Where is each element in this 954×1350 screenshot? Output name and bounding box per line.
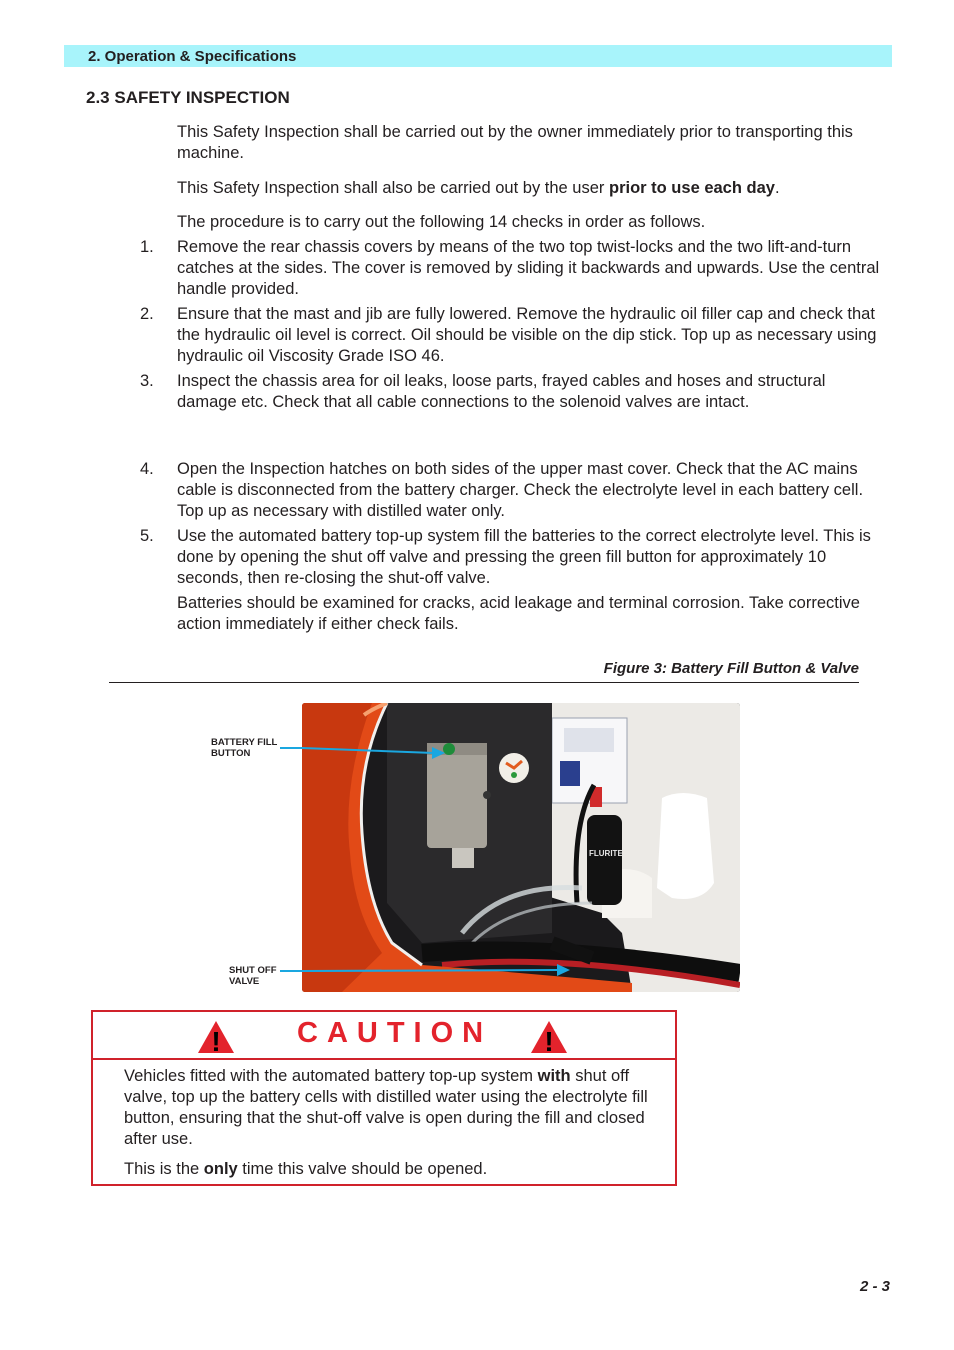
figure-rule — [109, 682, 859, 683]
caution-text-2-end: time this valve should be opened. — [237, 1160, 488, 1178]
caution-title: CAUTION — [297, 1017, 493, 1049]
caution-text-2 — [124, 1159, 669, 1180]
step-5-note: Batteries should be examined for cracks, acid leakage and terminal corrosion. Take corrective action immediately if either check fails. — [177, 594, 860, 633]
caution-text-2-start: This is the — [124, 1160, 204, 1178]
callout-label-line: VALVE — [229, 976, 260, 987]
step-number: 4. — [140, 460, 154, 478]
section-header-bar — [64, 45, 892, 67]
warning-mark: ! — [544, 1026, 554, 1054]
section-title: 2.3 SAFETY INSPECTION — [86, 88, 290, 107]
battery-fill-photo — [302, 703, 740, 992]
intro-paragraph-3: The procedure is to carry out the following 14 checks in order as follows. — [177, 213, 706, 231]
page-number: 2 - 3 — [859, 1278, 890, 1295]
section-header-label: 2. Operation & Specifications — [88, 48, 297, 65]
battery-fill-photo-drawing — [302, 703, 740, 992]
step-number: 5. — [140, 527, 154, 545]
step-text: Use the automated battery top-up system fill the batteries to the correct electrolyte level. This is done by opening the shut off valve and pressing the green fill button for approximately 10 seconds, then re-closing the shut-off valve. — [177, 527, 871, 587]
figure-caption: Figure 3: Battery Fill Button & Valve — [603, 660, 859, 677]
caution-text-1-start: Vehicles fitted with the automated battery top-up system — [124, 1067, 538, 1085]
intro-paragraph-1: This Safety Inspection shall be carried out by the owner immediately prior to transporting this machine. — [177, 123, 853, 162]
step-number: 3. — [140, 372, 154, 390]
caution-text-1-emphasis: with — [537, 1067, 571, 1085]
caution-header — [93, 1012, 675, 1060]
callout-label-line: SHUT OFF — [229, 965, 277, 976]
step-text: Inspect the chassis area for oil leaks, loose parts, frayed cables and hoses and structural damage etc. Check that all cable connections to the solenoid valves are intact. — [177, 372, 826, 411]
intro-paragraph-2-emphasis: prior to use each day — [608, 179, 775, 197]
warning-mark: ! — [211, 1026, 221, 1054]
warning-triangle-icon — [530, 1020, 568, 1054]
callout-lines — [280, 740, 304, 980]
step-number: 2. — [140, 305, 154, 323]
intro-paragraph-2-text: This Safety Inspection shall also be carried out by the user — [177, 179, 609, 197]
callout-label-shut-off-valve — [229, 965, 277, 987]
step-text: Open the Inspection hatches on both sides of the upper mast cover. Check that the AC mains cable is disconnected from the battery charger. Check the electrolyte level in each battery cell. Top up as necessary with distilled water only. — [177, 460, 864, 520]
caution-text-2-emphasis: only — [203, 1160, 238, 1178]
fuse-brand-text: FLURITE — [589, 849, 623, 858]
warning-triangle-icon — [197, 1020, 235, 1054]
intro-paragraph-2-end: . — [774, 179, 780, 197]
caution-text-1 — [124, 1066, 669, 1150]
intro-paragraph-2 — [177, 178, 882, 199]
step-number: 1. — [140, 238, 154, 256]
step-text: Remove the rear chassis covers by means of the two top twist-locks and the two lift-and-turn catches at the sides. The cover is removed by sliding it backwards and upwards. Use the central handle provided. — [177, 238, 880, 298]
callout-label-fill-button — [211, 737, 277, 759]
caution-box — [91, 1010, 677, 1186]
step-text: Ensure that the mast and jib are fully lowered. Remove the hydraulic oil filler cap and check that the hydraulic oil level is correct. Oil should be visible on the dip stick. Top up as necessary using hydraulic oil Viscosity Grade ISO 46. — [177, 305, 877, 365]
callout-label-line: BUTTON — [211, 748, 251, 759]
caution-text-1-end: shut off valve, top up the battery cells with distilled water using the electrolyte fill button, ensuring that the shut-off valve is open during the fill and closed after use. — [124, 1067, 648, 1148]
callout-label-line: BATTERY FILL — [211, 737, 278, 748]
